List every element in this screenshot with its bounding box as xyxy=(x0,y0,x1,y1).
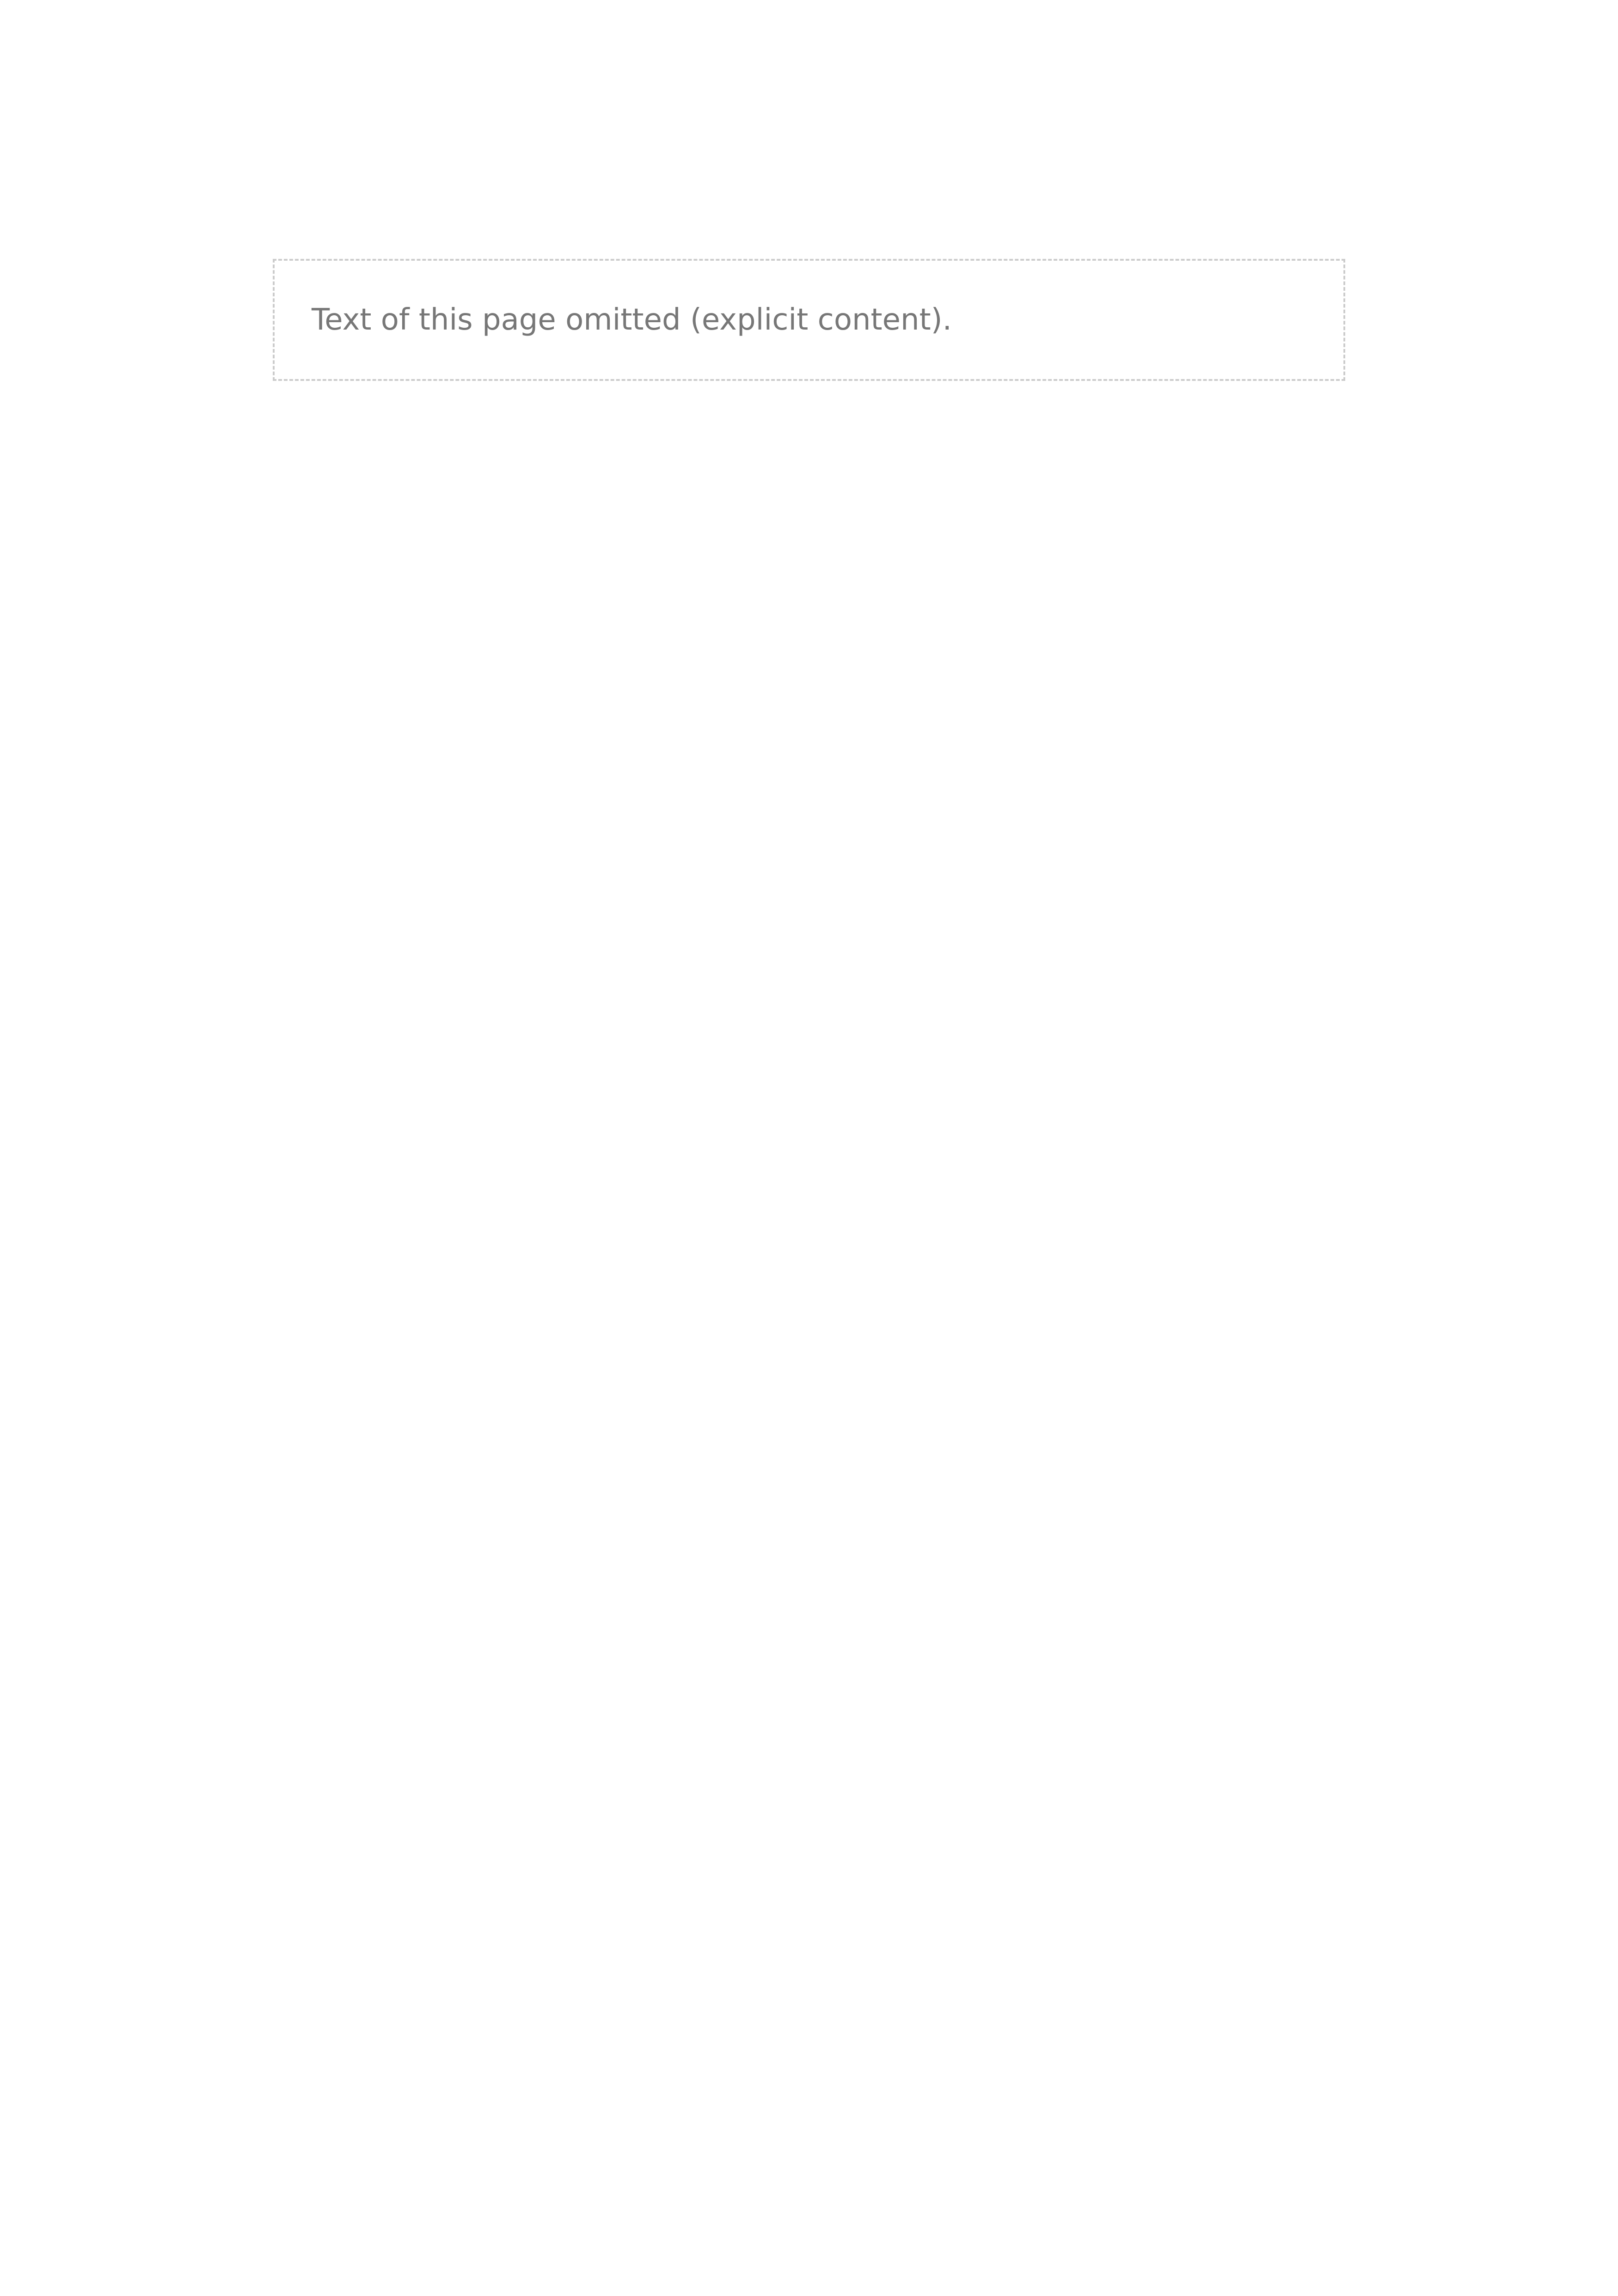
omitted-content-notice: Text of this page omitted (explicit content). xyxy=(273,259,1345,381)
